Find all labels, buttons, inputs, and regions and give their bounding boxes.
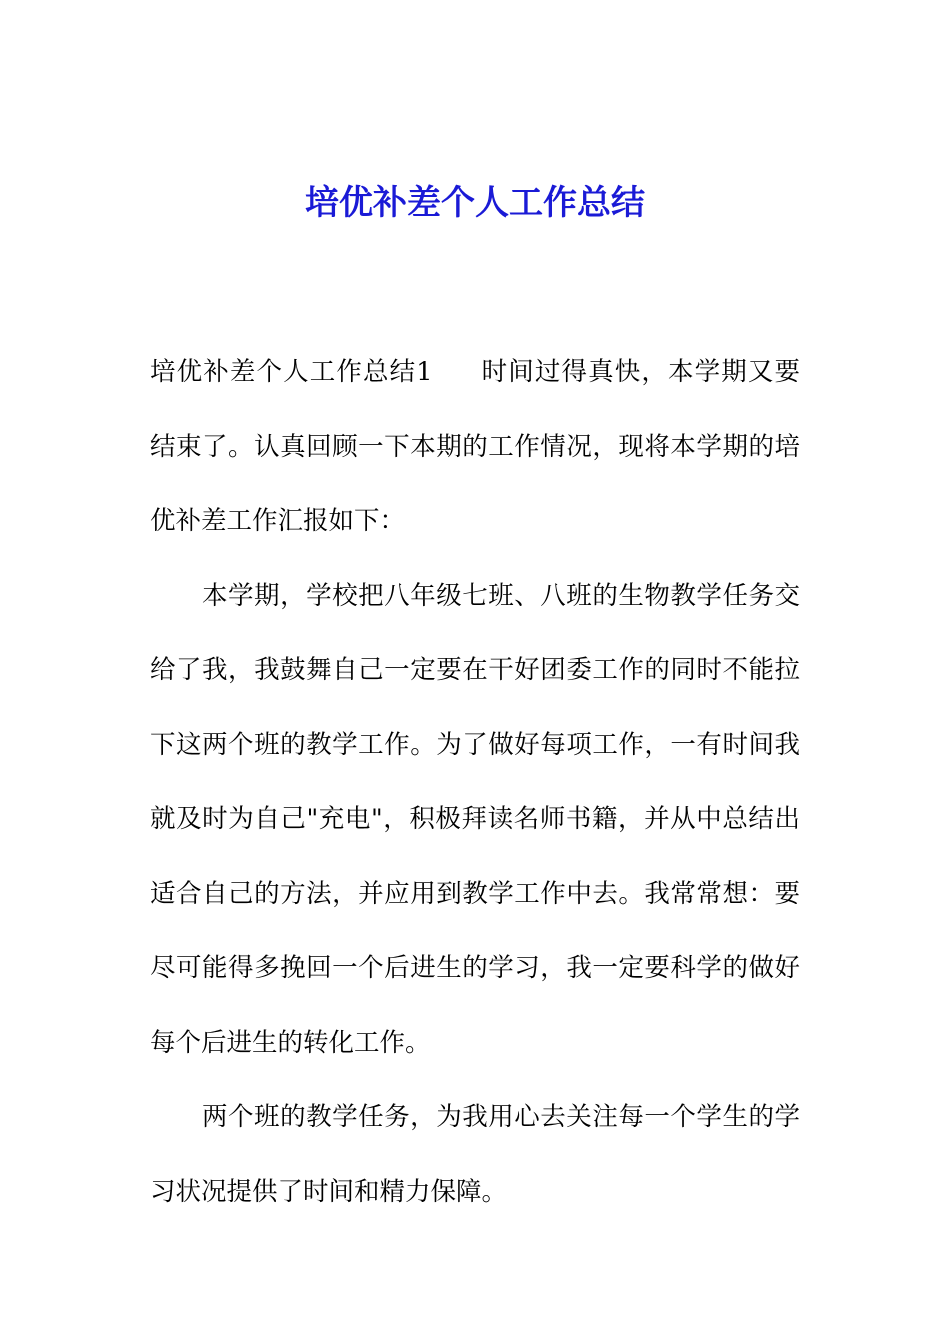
paragraph-3: 两个班的教学任务，为我用心去关注每一个学生的学习状况提供了时间和精力保障。 — [150, 1102, 800, 1207]
paragraph-1 — [150, 335, 800, 559]
section-heading: 培优补差个人工作总结1 — [150, 357, 433, 387]
document-title: 培优补差个人工作总结 — [305, 183, 645, 223]
paragraph-1-text: 时间过得真快，本学期又要结束了。认真回顾一下本期的工作情况，现将本学期的培优补差工作汇报如下： — [150, 357, 800, 536]
document-body — [150, 335, 800, 1229]
paragraph-2: 本学期，学校把八年级七班、八班的生物教学任务交给了我，我鼓舞自己一定要在干好团委工作的同时不能拉下这两个班的教学工作。为了做好每项工作，一有时间我就及时为自己"充电"，积极拜读名师书籍，并从中总结出适合自己的方法，并应用到教学工作中去。我常常想：要尽可能得多挽回一个后进生的学习，我一定要科学的做好每个后进生的转化工作。 — [150, 580, 800, 1058]
